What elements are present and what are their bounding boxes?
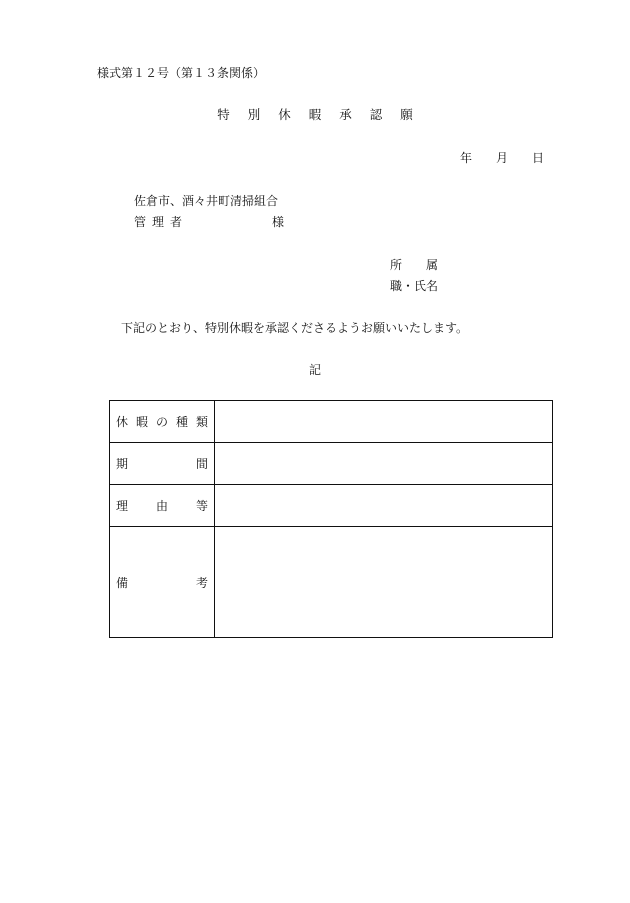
row-label-text [110, 574, 214, 591]
leave-type-row [110, 401, 553, 443]
reason-row [110, 485, 553, 527]
row-label [110, 527, 215, 638]
date-day-label: 日 [532, 151, 545, 165]
row-label-text [110, 413, 214, 430]
row-label-char: 期 [116, 457, 129, 471]
row-label [110, 443, 215, 485]
addressee-role: 管理者 [134, 215, 189, 229]
leave-type-field[interactable] [215, 401, 553, 443]
date-line [460, 152, 544, 164]
affiliation-field [390, 259, 462, 271]
request-text: 下記のとおり、特別休暇を承認くださるようお願いいたします。 [121, 321, 469, 335]
ki-label: 記 [308, 363, 321, 377]
period-row [110, 443, 553, 485]
row-label-char: 間 [195, 457, 208, 471]
row-label-text [110, 455, 214, 472]
leave-detail-table [109, 400, 553, 638]
row-label-char: 備 [116, 575, 129, 590]
position-name-label: 職・氏名 [390, 279, 439, 293]
reason-field[interactable] [215, 485, 553, 527]
period-field[interactable] [215, 443, 553, 485]
document-title: 特別休暇承認願 [217, 107, 431, 122]
row-label [110, 401, 215, 443]
row-label-char: 由 [155, 499, 168, 513]
row-label-text [110, 497, 214, 514]
form-number: 様式第１２号（第１３条関係） [97, 66, 266, 80]
remarks-field[interactable] [215, 527, 553, 638]
row-label-char: 等 [195, 499, 208, 513]
row-label-char: 種 [175, 415, 188, 429]
remarks-row [110, 527, 553, 638]
row-label-char: 理 [116, 499, 129, 513]
row-label-char: 暇 [135, 415, 148, 429]
addressee-title [134, 216, 284, 228]
row-label-char: の [155, 415, 168, 429]
row-label [110, 485, 215, 527]
addressee-honorific: 様 [272, 215, 285, 229]
row-label-char: 考 [195, 575, 208, 590]
affiliation-label: 所属 [390, 258, 463, 272]
date-year-label: 年 [460, 151, 473, 165]
addressee-organization: 佐倉市、酒々井町清掃組合 [134, 194, 279, 208]
row-label-char: 類 [195, 415, 208, 429]
row-label-char: 休 [116, 415, 129, 429]
date-month-label: 月 [496, 151, 509, 165]
